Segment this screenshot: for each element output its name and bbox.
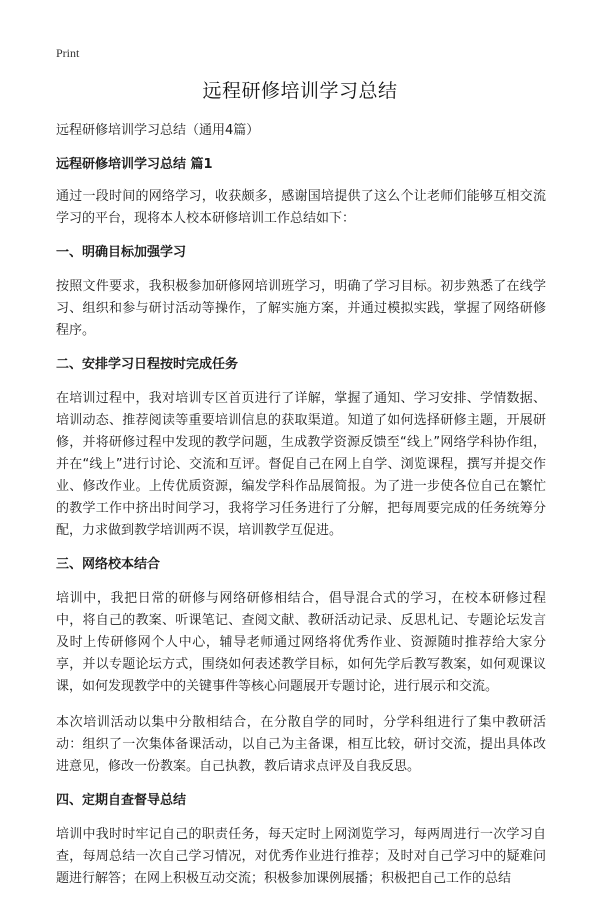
section-heading: 四、定期自查督导总结	[56, 793, 187, 808]
intro-paragraph: 通过一段时间的网络学习，收获颇多，感谢国培提供了这么个让老师们能够互相交流学习的平台，现将本人校本研修培训工作总结如下：	[56, 189, 546, 226]
section-heading: 一、明确目标加强学习	[56, 245, 187, 260]
section-paragraph: 按照文件要求，我积极参加研修网培训班学习，明确了学习目标。初步熟悉了在线学习、组织和参与研讨活动等操作，了解实施方案，并通过模拟实践，掌握了网络研修程序。	[56, 279, 546, 338]
section-paragraph: 培训中我时时牢记自己的职责任务，每天定时上网浏览学习，每两周进行一次学习自查，每周总结一次自己学习情况，对优秀作业进行推荐；及时对自己学习中的疑难问题进行解答；在网上积极互动交流；积极参加课例展播；积极把自己工作的总结	[56, 827, 546, 886]
section-paragraph: 培训中，我把日常的研修与网络研修相结合，倡导混合式的学习，在校本研修过程中，将自己的教案、听课笔记、查阅文献、教研活动记录、反思札记、专题论坛发言及时上传研修网个人中心，辅导老师通过网络将优秀作业、资源随时推荐给大家分享，并以专题论坛方式，围绕如何表述教学目标，如何先学后教写教案，如何观课议课，如何发现教学中的关键事件等核心问题展开专题讨论，进行展示和交流。	[56, 591, 546, 694]
page-title: 远程研修培训学习总结	[202, 80, 398, 102]
section-2	[56, 356, 546, 542]
article-title: 远程研修培训学习总结 篇1	[56, 157, 213, 172]
section-heading: 二、安排学习日程按时完成任务	[56, 357, 239, 372]
document-subtitle: 远程研修培训学习总结（通用4篇）	[56, 123, 260, 138]
section-paragraph: 本次培训活动以集中分散相结合，在分散自学的同时，分学科组进行了集中教研活动：组织了一次集体备课活动，以自己为主备课，相互比较，研讨交流，提出具体改进意见，修改一份教案。自己执教，教后请求点评及自我反思。	[56, 715, 546, 774]
section-1	[56, 244, 546, 342]
print-link[interactable]: Print	[56, 46, 80, 60]
section-paragraph: 在培训过程中，我对培训专区首页进行了详解，掌握了通知、学习安排、学情数据、培训动态、推荐阅读等重要培训信息的获取渠道。知道了如何选择研修主题，开展研修，并将研修过程中发现的教学问题，生成教学资源反馈至“线上”网络学科协作组，并在“线上”进行讨论、交流和互评。督促自己在网上自学、浏览课程，撰写并提交作业、修改作业。上传优质资源，编发学科作品展简报。为了进一步使各位自己在繁忙的教学工作中挤出时间学习，我将学习任务进行了分解，把每周要完成的任务统筹分配，力求做到教学培训两不误，培训教学互促进。	[56, 391, 546, 538]
section-3	[56, 556, 546, 778]
document-body	[56, 122, 546, 904]
section-4	[56, 792, 546, 890]
section-heading: 三、网络校本结合	[56, 557, 161, 572]
